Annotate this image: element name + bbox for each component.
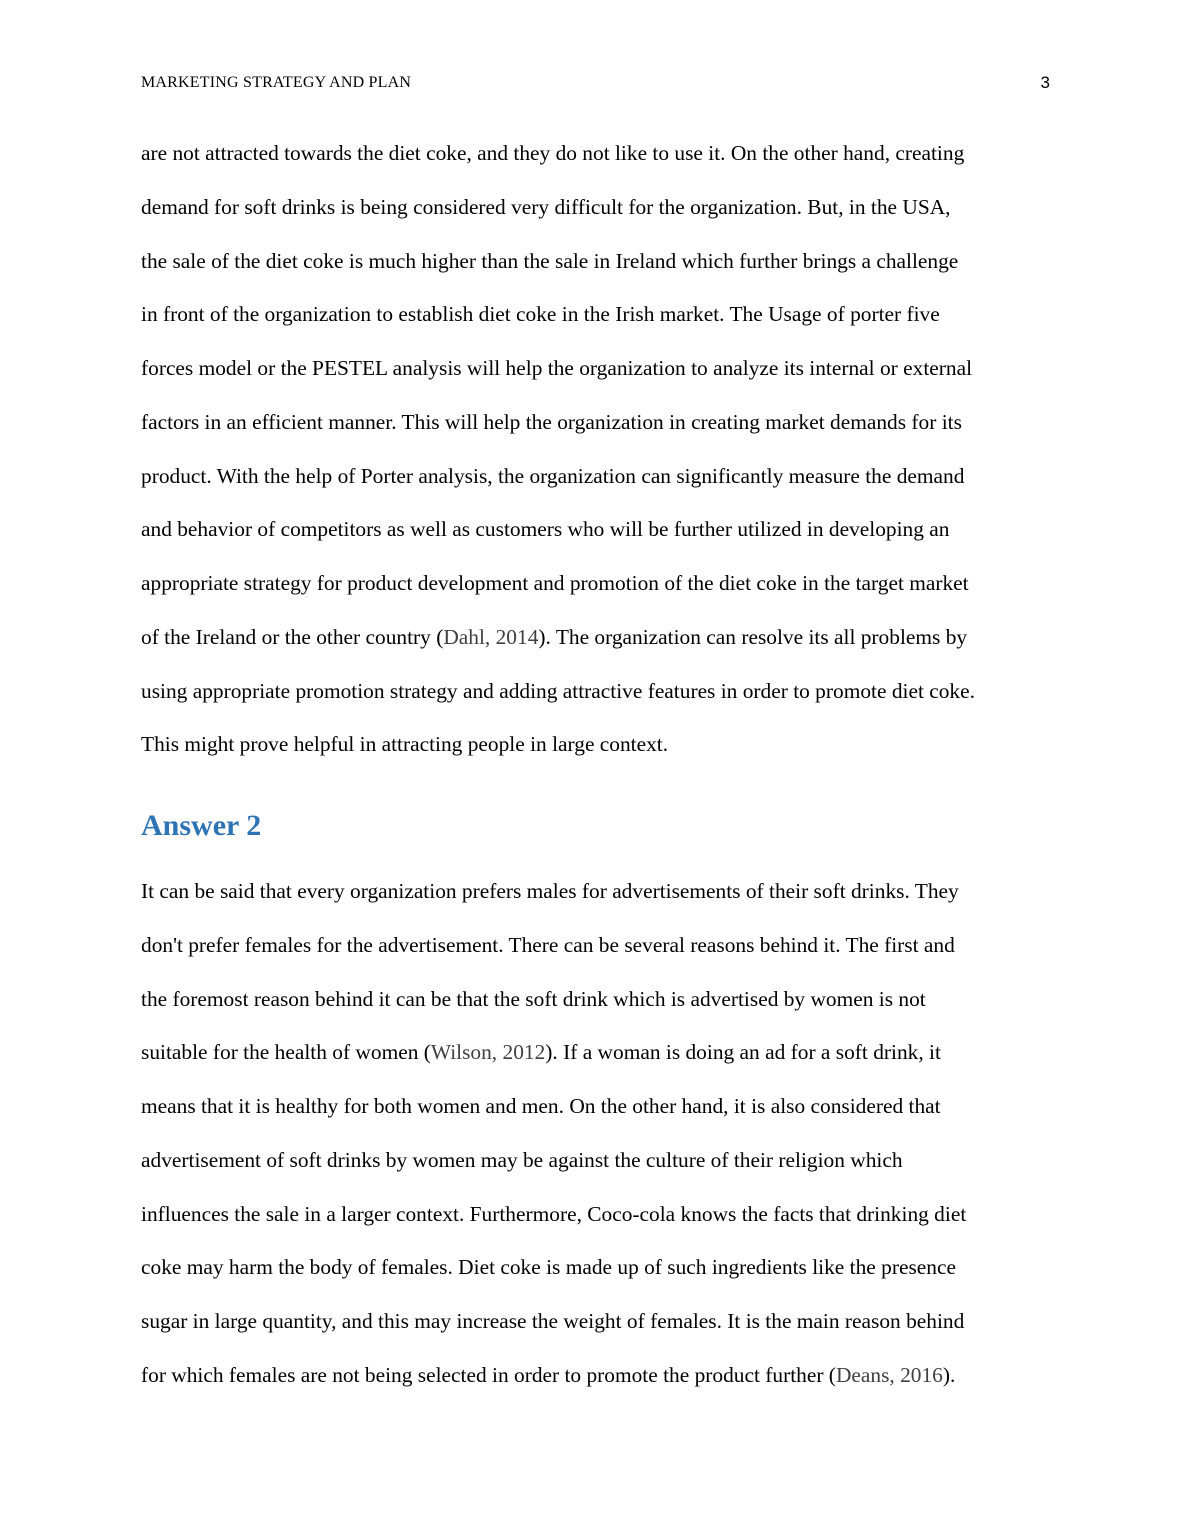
paragraph-line: and behavior of competitors as well as customers who will be further utilized in developing an — [141, 517, 950, 542]
line-text: suitable for the health of women ( — [141, 1040, 431, 1065]
paragraph-line: This might prove helpful in attracting people in large context. — [141, 732, 669, 757]
line-text: ). If a woman is doing an ad for a soft drink, it — [545, 1040, 941, 1065]
paragraph-line: the foremost reason behind it can be that the soft drink which is advertised by women is not — [141, 986, 926, 1011]
paragraph-line: influences the sale in a larger context. Furthermore, Coco-cola knows the facts that drinking diet — [141, 1201, 967, 1226]
paragraph-line: sugar in large quantity, and this may increase the weight of females. It is the main reason behind — [141, 1309, 965, 1333]
paragraph-line: product. With the help of Porter analysis, the organization can significantly measure the demand — [141, 463, 965, 488]
paragraph-line: forces model or the PESTEL analysis will help the organization to analyze its internal or external — [141, 356, 973, 380]
paragraph-line: coke may harm the body of females. Diet coke is made up of such ingredients like the presence — [141, 1255, 956, 1280]
paragraph-line: It can be said that every organization prefers males for advertisements of their soft drinks. They — [141, 879, 959, 903]
line-text: ). The organization can resolve its all problems by — [538, 624, 968, 649]
citation: Deans, 2016 — [835, 1362, 943, 1387]
body-paragraph-2 — [141, 865, 1053, 1403]
paragraph-line — [141, 1026, 1053, 1080]
paragraph-line: factors in an efficient manner. This will help the organization in creating market demands for its — [141, 409, 962, 434]
line-text: for which females are not being selected in order to promote the product further ( — [141, 1362, 836, 1387]
line-text: ). — [942, 1362, 956, 1387]
paragraph-line: don't prefer females for the advertisement. There can be several reasons behind it. The first and — [141, 932, 955, 957]
paragraph-line: means that it is healthy for both women and men. On the other hand, it is also considered that — [141, 1094, 941, 1118]
paragraph-line: using appropriate promotion strategy and adding attractive features in order to promote diet coke. — [141, 678, 975, 703]
paragraph-line: in front of the organization to establish diet coke in the Irish market. The Usage of porter five — [141, 302, 940, 327]
citation: Wilson, 2012 — [430, 1040, 546, 1065]
paragraph-line — [141, 611, 1053, 665]
citation: Dahl, 2014 — [443, 624, 539, 649]
paragraph-line: appropriate strategy for product development and promotion of the diet coke in the target market — [141, 571, 969, 595]
running-head: MARKETING STRATEGY AND PLAN — [141, 74, 412, 91]
paragraph-line: demand for soft drinks is being considered very difficult for the organization. But, in the USA, — [141, 194, 951, 219]
section-heading: Answer 2 — [141, 809, 262, 842]
body-paragraph-1 — [141, 127, 1053, 772]
paragraph-line: are not attracted towards the diet coke, and they do not like to use it. On the other hand, creating — [141, 141, 965, 165]
line-text: of the Ireland or the other country ( — [141, 624, 444, 649]
page-number: 3 — [1040, 73, 1050, 92]
paragraph-line: advertisement of soft drinks by women may be against the culture of their religion which — [141, 1147, 903, 1172]
paragraph-line: the sale of the diet coke is much higher than the sale in Ireland which further brings a challenge — [141, 248, 959, 273]
paragraph-line — [141, 1349, 1053, 1403]
